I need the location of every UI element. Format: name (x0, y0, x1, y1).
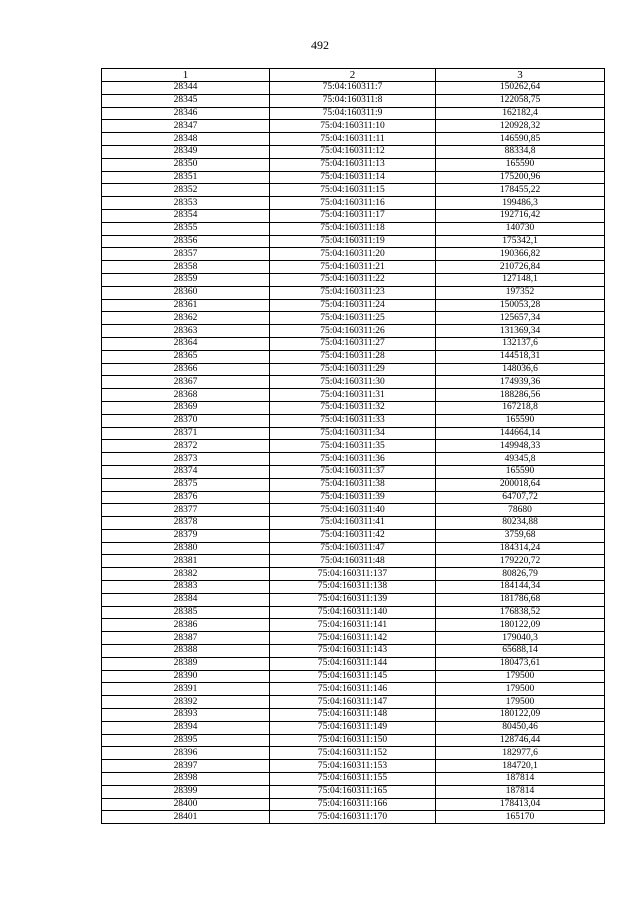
value-cell: 146590,85 (436, 133, 605, 146)
table-row (102, 261, 605, 274)
row-number-cell: 28368 (102, 389, 270, 402)
table-row (102, 696, 605, 709)
value-cell: 192716,42 (436, 209, 605, 222)
table-row (102, 120, 605, 133)
value-cell: 162182,4 (436, 107, 605, 120)
value-cell: 187814 (436, 773, 605, 786)
row-number-cell: 28357 (102, 248, 270, 261)
table-row (102, 158, 605, 171)
value-cell: 197352 (436, 286, 605, 299)
value-cell: 128746,44 (436, 734, 605, 747)
row-number-cell: 28367 (102, 376, 270, 389)
row-number-cell: 28363 (102, 325, 270, 338)
table-row (102, 325, 605, 338)
cadastral-number-cell: 75:04:160311:8 (270, 94, 436, 107)
table-row (102, 376, 605, 389)
cadastral-number-cell: 75:04:160311:18 (270, 222, 436, 235)
table-row (102, 760, 605, 773)
table-row (102, 337, 605, 350)
row-number-cell: 28366 (102, 363, 270, 376)
value-cell: 182977,6 (436, 747, 605, 760)
table-row (102, 94, 605, 107)
value-cell: 80450,46 (436, 721, 605, 734)
row-number-cell: 28401 (102, 811, 270, 824)
table-row (102, 145, 605, 158)
value-cell: 180473,61 (436, 657, 605, 670)
row-number-cell: 28373 (102, 453, 270, 466)
row-number-cell: 28385 (102, 606, 270, 619)
cadastral-number-cell: 75:04:160311:31 (270, 389, 436, 402)
column-header-2: 2 (270, 69, 436, 82)
row-number-cell: 28372 (102, 440, 270, 453)
value-cell: 140730 (436, 222, 605, 235)
cadastral-number-cell: 75:04:160311:40 (270, 504, 436, 517)
row-number-cell: 28347 (102, 120, 270, 133)
cadastral-number-cell: 75:04:160311:145 (270, 670, 436, 683)
table-row (102, 645, 605, 658)
row-number-cell: 28398 (102, 773, 270, 786)
value-cell: 175342,1 (436, 235, 605, 248)
value-cell: 187814 (436, 785, 605, 798)
row-number-cell: 28392 (102, 696, 270, 709)
table-row (102, 350, 605, 363)
table-row (102, 209, 605, 222)
cadastral-number-cell: 75:04:160311:165 (270, 785, 436, 798)
cadastral-number-cell: 75:04:160311:138 (270, 581, 436, 594)
table-row (102, 299, 605, 312)
cadastral-number-cell: 75:04:160311:141 (270, 619, 436, 632)
value-cell: 165590 (436, 414, 605, 427)
value-cell: 80826,79 (436, 568, 605, 581)
cadastral-number-cell: 75:04:160311:7 (270, 82, 436, 95)
value-cell: 184314,24 (436, 542, 605, 555)
table-row (102, 82, 605, 95)
row-number-cell: 28389 (102, 657, 270, 670)
row-number-cell: 28380 (102, 542, 270, 555)
value-cell: 165170 (436, 811, 605, 824)
value-cell: 179040,3 (436, 632, 605, 645)
cadastral-number-cell: 75:04:160311:146 (270, 683, 436, 696)
row-number-cell: 28386 (102, 619, 270, 632)
row-number-cell: 28399 (102, 785, 270, 798)
row-number-cell: 28348 (102, 133, 270, 146)
row-number-cell: 28381 (102, 555, 270, 568)
cadastral-number-cell: 75:04:160311:140 (270, 606, 436, 619)
value-cell: 132137,6 (436, 337, 605, 350)
cadastral-number-cell: 75:04:160311:13 (270, 158, 436, 171)
row-number-cell: 28394 (102, 721, 270, 734)
cadastral-number-cell: 75:04:160311:35 (270, 440, 436, 453)
row-number-cell: 28375 (102, 478, 270, 491)
row-number-cell: 28355 (102, 222, 270, 235)
cadastral-number-cell: 75:04:160311:170 (270, 811, 436, 824)
row-number-cell: 28351 (102, 171, 270, 184)
table-row (102, 709, 605, 722)
cadastral-number-cell: 75:04:160311:153 (270, 760, 436, 773)
table-row (102, 619, 605, 632)
cadastral-number-cell: 75:04:160311:150 (270, 734, 436, 747)
value-cell: 78680 (436, 504, 605, 517)
table-row (102, 657, 605, 670)
table-row (102, 197, 605, 210)
row-number-cell: 28396 (102, 747, 270, 760)
cadastral-number-cell: 75:04:160311:33 (270, 414, 436, 427)
row-number-cell: 28384 (102, 593, 270, 606)
row-number-cell: 28371 (102, 427, 270, 440)
cadastral-number-cell: 75:04:160311:25 (270, 312, 436, 325)
cadastral-number-cell: 75:04:160311:34 (270, 427, 436, 440)
row-number-cell: 28382 (102, 568, 270, 581)
value-cell: 148036,6 (436, 363, 605, 376)
value-cell: 180122,09 (436, 709, 605, 722)
table-row (102, 555, 605, 568)
row-number-cell: 28400 (102, 798, 270, 811)
table-row (102, 773, 605, 786)
table-row (102, 721, 605, 734)
row-number-cell: 28388 (102, 645, 270, 658)
value-cell: 188286,56 (436, 389, 605, 402)
value-cell: 49345,8 (436, 453, 605, 466)
value-cell: 165590 (436, 158, 605, 171)
cadastral-number-cell: 75:04:160311:47 (270, 542, 436, 555)
row-number-cell: 28377 (102, 504, 270, 517)
value-cell: 88334,8 (436, 145, 605, 158)
table-row (102, 568, 605, 581)
cadastral-number-cell: 75:04:160311:149 (270, 721, 436, 734)
row-number-cell: 28364 (102, 337, 270, 350)
row-number-cell: 28349 (102, 145, 270, 158)
row-number-cell: 28378 (102, 517, 270, 530)
table-row (102, 286, 605, 299)
table-row (102, 440, 605, 453)
cadastral-number-cell: 75:04:160311:42 (270, 529, 436, 542)
table-row (102, 798, 605, 811)
column-header-3: 3 (436, 69, 605, 82)
value-cell: 210726,84 (436, 261, 605, 274)
page-number: 492 (311, 38, 329, 52)
cadastral-number-cell: 75:04:160311:10 (270, 120, 436, 133)
cadastral-number-cell: 75:04:160311:12 (270, 145, 436, 158)
cadastral-number-cell: 75:04:160311:14 (270, 171, 436, 184)
cadastral-number-cell: 75:04:160311:37 (270, 465, 436, 478)
value-cell: 144664,14 (436, 427, 605, 440)
cadastral-number-cell: 75:04:160311:17 (270, 209, 436, 222)
table-row (102, 465, 605, 478)
value-cell: 150053,28 (436, 299, 605, 312)
table-row (102, 222, 605, 235)
value-cell: 165590 (436, 465, 605, 478)
value-cell: 167218,8 (436, 401, 605, 414)
table-row (102, 734, 605, 747)
table-row (102, 248, 605, 261)
table-row (102, 184, 605, 197)
value-cell: 144518,31 (436, 350, 605, 363)
value-cell: 180122,09 (436, 619, 605, 632)
row-number-cell: 28370 (102, 414, 270, 427)
table-row (102, 581, 605, 594)
table-row (102, 670, 605, 683)
table-row (102, 632, 605, 645)
table-row (102, 478, 605, 491)
value-cell: 178455,22 (436, 184, 605, 197)
cadastral-number-cell: 75:04:160311:48 (270, 555, 436, 568)
cadastral-number-cell: 75:04:160311:26 (270, 325, 436, 338)
row-number-cell: 28353 (102, 197, 270, 210)
row-number-cell: 28350 (102, 158, 270, 171)
table-row (102, 542, 605, 555)
row-number-cell: 28346 (102, 107, 270, 120)
table-row (102, 517, 605, 530)
row-number-cell: 28376 (102, 491, 270, 504)
row-number-cell: 28358 (102, 261, 270, 274)
row-number-cell: 28354 (102, 209, 270, 222)
cadastral-number-cell: 75:04:160311:142 (270, 632, 436, 645)
value-cell: 65688,14 (436, 645, 605, 658)
value-cell: 125657,34 (436, 312, 605, 325)
value-cell: 122058,75 (436, 94, 605, 107)
cadastral-number-cell: 75:04:160311:143 (270, 645, 436, 658)
row-number-cell: 28390 (102, 670, 270, 683)
cadastral-number-cell: 75:04:160311:20 (270, 248, 436, 261)
value-cell: 80234,88 (436, 517, 605, 530)
table-row (102, 389, 605, 402)
column-header-1: 1 (102, 69, 270, 82)
table-row (102, 785, 605, 798)
value-cell: 174939,36 (436, 376, 605, 389)
cadastral-number-cell: 75:04:160311:38 (270, 478, 436, 491)
value-cell: 179500 (436, 696, 605, 709)
row-number-cell: 28356 (102, 235, 270, 248)
row-number-cell: 28361 (102, 299, 270, 312)
cadastral-number-cell: 75:04:160311:16 (270, 197, 436, 210)
cadastral-number-cell: 75:04:160311:29 (270, 363, 436, 376)
table-row (102, 453, 605, 466)
value-cell: 199486,3 (436, 197, 605, 210)
cadastral-number-cell: 75:04:160311:22 (270, 273, 436, 286)
table-row (102, 529, 605, 542)
table-header-row (102, 69, 605, 82)
cadastral-number-cell: 75:04:160311:144 (270, 657, 436, 670)
value-cell: 190366,82 (436, 248, 605, 261)
value-cell: 120928,32 (436, 120, 605, 133)
table-row (102, 811, 605, 824)
table-row (102, 107, 605, 120)
value-cell: 179220,72 (436, 555, 605, 568)
cadastral-number-cell: 75:04:160311:139 (270, 593, 436, 606)
table-row (102, 235, 605, 248)
table-row (102, 273, 605, 286)
value-cell: 149948,33 (436, 440, 605, 453)
row-number-cell: 28391 (102, 683, 270, 696)
row-number-cell: 28344 (102, 82, 270, 95)
value-cell: 184720,1 (436, 760, 605, 773)
row-number-cell: 28374 (102, 465, 270, 478)
row-number-cell: 28360 (102, 286, 270, 299)
table-row (102, 504, 605, 517)
cadastral-number-cell: 75:04:160311:148 (270, 709, 436, 722)
cadastral-number-cell: 75:04:160311:9 (270, 107, 436, 120)
table-row (102, 747, 605, 760)
cadastral-number-cell: 75:04:160311:30 (270, 376, 436, 389)
row-number-cell: 28359 (102, 273, 270, 286)
cadastral-number-cell: 75:04:160311:19 (270, 235, 436, 248)
table-row (102, 606, 605, 619)
value-cell: 3759,68 (436, 529, 605, 542)
cadastral-number-cell: 75:04:160311:27 (270, 337, 436, 350)
value-cell: 179500 (436, 683, 605, 696)
cadastral-number-cell: 75:04:160311:152 (270, 747, 436, 760)
cadastral-number-cell: 75:04:160311:155 (270, 773, 436, 786)
value-cell: 127148,1 (436, 273, 605, 286)
row-number-cell: 28379 (102, 529, 270, 542)
table-row (102, 683, 605, 696)
cadastral-number-cell: 75:04:160311:41 (270, 517, 436, 530)
table-row (102, 401, 605, 414)
cadastral-number-cell: 75:04:160311:28 (270, 350, 436, 363)
table-row (102, 312, 605, 325)
value-cell: 178413,04 (436, 798, 605, 811)
cadastral-number-cell: 75:04:160311:23 (270, 286, 436, 299)
table-row (102, 414, 605, 427)
row-number-cell: 28365 (102, 350, 270, 363)
row-number-cell: 28387 (102, 632, 270, 645)
table-row (102, 133, 605, 146)
cadastral-number-cell: 75:04:160311:137 (270, 568, 436, 581)
table-row (102, 491, 605, 504)
cadastral-number-cell: 75:04:160311:147 (270, 696, 436, 709)
cadastral-number-cell: 75:04:160311:21 (270, 261, 436, 274)
cadastral-number-cell: 75:04:160311:24 (270, 299, 436, 312)
row-number-cell: 28369 (102, 401, 270, 414)
row-number-cell: 28383 (102, 581, 270, 594)
cadastral-number-cell: 75:04:160311:11 (270, 133, 436, 146)
cadastral-number-cell: 75:04:160311:39 (270, 491, 436, 504)
value-cell: 131369,34 (436, 325, 605, 338)
table-row (102, 171, 605, 184)
value-cell: 175200,96 (436, 171, 605, 184)
cadastral-number-cell: 75:04:160311:36 (270, 453, 436, 466)
value-cell: 179500 (436, 670, 605, 683)
row-number-cell: 28397 (102, 760, 270, 773)
value-cell: 150262,64 (436, 82, 605, 95)
value-cell: 176838,52 (436, 606, 605, 619)
table-row (102, 593, 605, 606)
cadastral-number-cell: 75:04:160311:166 (270, 798, 436, 811)
table-row (102, 427, 605, 440)
row-number-cell: 28362 (102, 312, 270, 325)
value-cell: 200018,64 (436, 478, 605, 491)
row-number-cell: 28393 (102, 709, 270, 722)
cadastral-number-cell: 75:04:160311:15 (270, 184, 436, 197)
row-number-cell: 28352 (102, 184, 270, 197)
table-row (102, 363, 605, 376)
row-number-cell: 28345 (102, 94, 270, 107)
value-cell: 184144,34 (436, 581, 605, 594)
value-cell: 181786,68 (436, 593, 605, 606)
cadastral-number-cell: 75:04:160311:32 (270, 401, 436, 414)
row-number-cell: 28395 (102, 734, 270, 747)
data-table (101, 68, 605, 824)
value-cell: 64707,72 (436, 491, 605, 504)
